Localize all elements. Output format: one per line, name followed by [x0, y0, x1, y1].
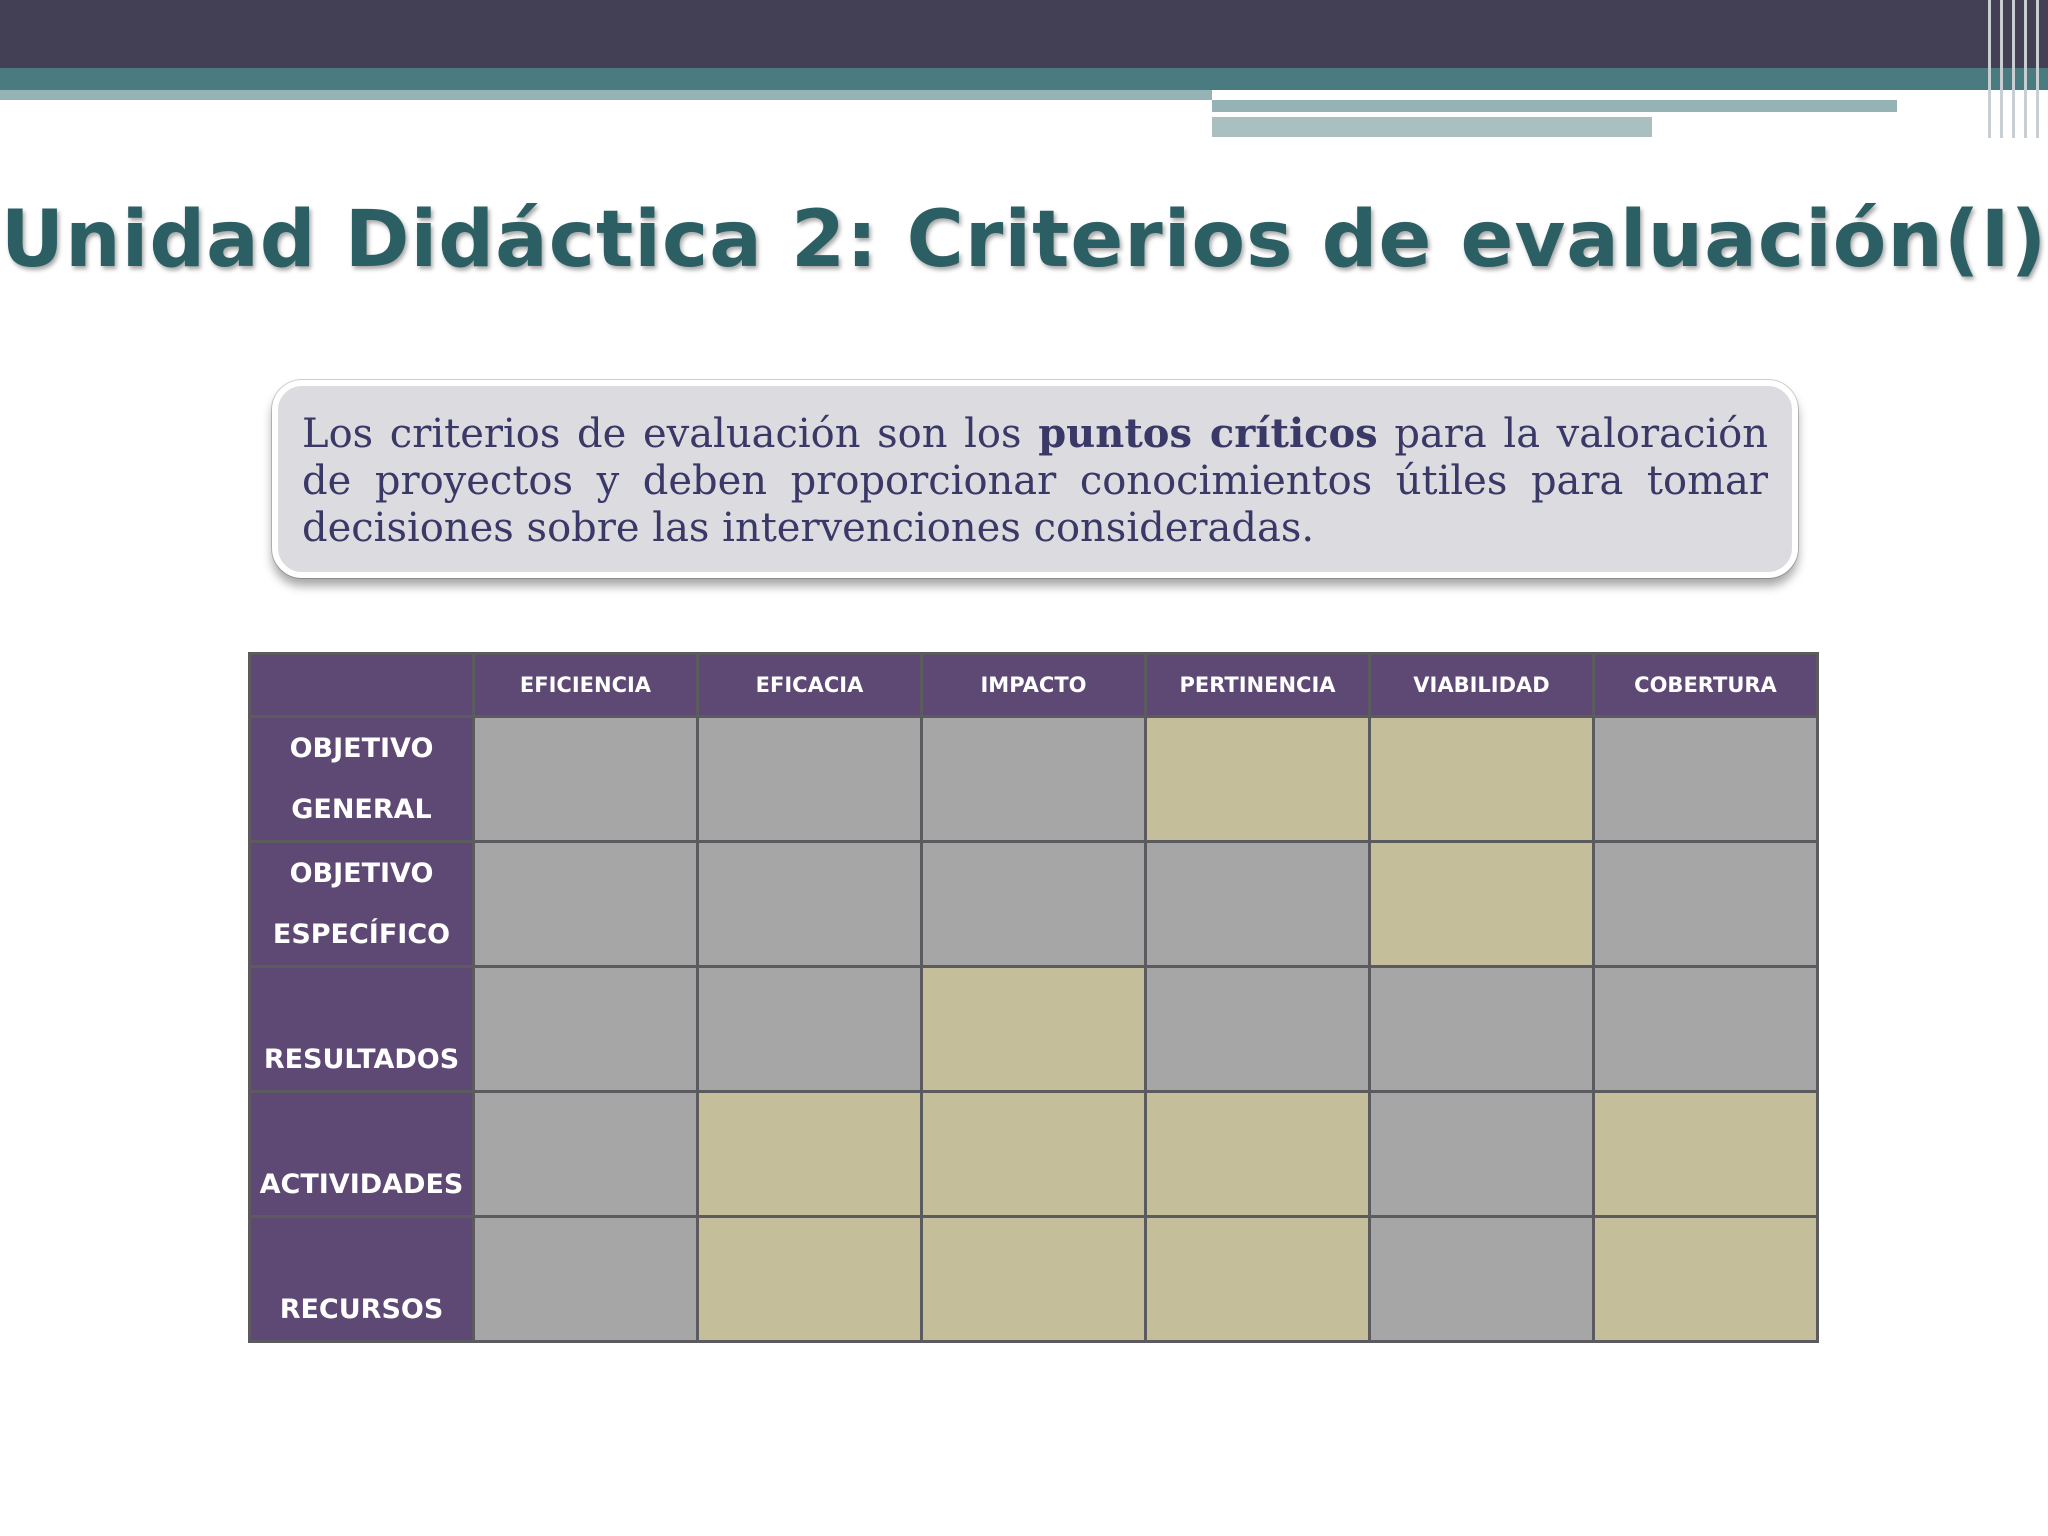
table-row — [250, 967, 1818, 1092]
criteria-cell-gray — [1370, 1092, 1594, 1217]
criteria-cell-tan — [698, 1217, 922, 1342]
criteria-cell-gray — [474, 1217, 698, 1342]
top-banner-teal — [0, 68, 2048, 90]
row-header — [250, 842, 474, 967]
criteria-cell-gray — [1146, 842, 1370, 967]
column-header: EFICACIA — [698, 654, 922, 717]
column-header: VIABILIDAD — [1370, 654, 1594, 717]
row-header-line2: RESULTADOS — [263, 1044, 460, 1075]
row-header-line1: OBJETIVO — [289, 733, 434, 764]
criteria-cell-tan — [1146, 1217, 1370, 1342]
banner-accent-lower — [1212, 117, 1652, 137]
criteria-cell-gray — [698, 842, 922, 967]
slide-title: Unidad Didáctica 2: Criterios de evaluación(I) — [0, 195, 2048, 285]
criteria-cell-gray — [698, 717, 922, 842]
criteria-cell-tan — [1594, 1217, 1818, 1342]
definition-callout — [272, 380, 1798, 578]
column-header: IMPACTO — [922, 654, 1146, 717]
criteria-cell-tan — [1594, 1092, 1818, 1217]
top-banner-light-teal — [0, 90, 1212, 100]
row-header-line1 — [251, 1218, 472, 1279]
criteria-cell-tan — [1370, 717, 1594, 842]
criteria-cell-gray — [698, 967, 922, 1092]
table-corner — [250, 654, 474, 717]
table-row — [250, 1092, 1818, 1217]
criteria-table — [248, 652, 1819, 1343]
criteria-cell-gray — [922, 717, 1146, 842]
table-row — [250, 717, 1818, 842]
criteria-cell-gray — [922, 842, 1146, 967]
criteria-cell-gray — [1146, 967, 1370, 1092]
table-row — [250, 1217, 1818, 1342]
row-header-line2: GENERAL — [291, 794, 432, 825]
row-header — [250, 967, 474, 1092]
row-header — [250, 717, 474, 842]
criteria-cell-gray — [474, 1092, 698, 1217]
banner-accent-right — [1212, 100, 1897, 112]
banner-accent-gap — [1652, 117, 2012, 133]
row-header-line2: RECURSOS — [279, 1294, 444, 1325]
row-header — [250, 1217, 474, 1342]
row-header-line1 — [251, 968, 472, 1029]
criteria-cell-tan — [922, 1092, 1146, 1217]
row-header — [250, 1092, 474, 1217]
row-header-line2: ESPECÍFICO — [272, 919, 451, 950]
corner-stripes — [1984, 0, 2048, 138]
column-header: PERTINENCIA — [1146, 654, 1370, 717]
criteria-cell-tan — [1370, 842, 1594, 967]
criteria-cell-gray — [1594, 717, 1818, 842]
row-header-line1 — [251, 1093, 472, 1154]
criteria-cell-gray — [1370, 1217, 1594, 1342]
top-banner-dark — [0, 0, 2048, 68]
criteria-cell-tan — [1146, 1092, 1370, 1217]
table-row — [250, 842, 1818, 967]
column-header: EFICIENCIA — [474, 654, 698, 717]
callout-bold-term: puntos críticos — [1038, 410, 1378, 457]
criteria-cell-tan — [922, 1217, 1146, 1342]
criteria-cell-gray — [474, 967, 698, 1092]
row-header-line1: OBJETIVO — [289, 858, 434, 889]
criteria-cell-tan — [922, 967, 1146, 1092]
criteria-cell-gray — [1594, 842, 1818, 967]
callout-text: Los criterios de evaluación son los puntos críticos para la valoración de proyectos y deben proporcionar conocimientos útiles para tomar decisiones sobre las intervenciones consideradas. — [302, 410, 1768, 551]
criteria-cell-gray — [474, 717, 698, 842]
criteria-cell-gray — [1594, 967, 1818, 1092]
criteria-cell-gray — [474, 842, 698, 967]
criteria-cell-gray — [1370, 967, 1594, 1092]
column-header: COBERTURA — [1594, 654, 1818, 717]
table-header-row — [250, 654, 1818, 717]
row-header-line2: ACTIVIDADES — [259, 1169, 464, 1200]
criteria-cell-tan — [1146, 717, 1370, 842]
criteria-cell-tan — [698, 1092, 922, 1217]
